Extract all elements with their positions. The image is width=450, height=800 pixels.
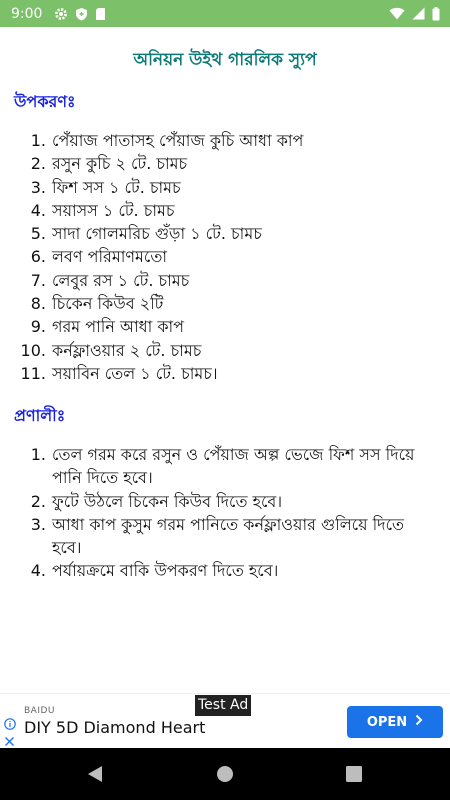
list-item [0,339,303,362]
sd-card-icon [95,7,106,21]
list-item [0,490,422,513]
recents-icon[interactable] [346,766,362,786]
list-item-number: 9. [30,317,46,337]
ad-title[interactable]: DIY 5D Diamond Heart [24,718,206,737]
list-item-text: গরম পানি আধা কাপ [52,317,185,337]
list-item [0,176,303,199]
list-item [0,292,303,315]
list-item-text: তেল গরম করে রসুন ও পেঁয়াজ অল্প ভেজে ফিশ সস দিয়ে পানি দিতে হবে। [52,445,415,488]
status-bar [0,0,450,27]
list-item [0,362,303,385]
ingredients-list [0,129,303,385]
signal-icon [412,7,425,20]
list-item-number: 7. [30,270,46,290]
battery-icon [432,7,440,21]
list-item [0,199,303,222]
list-item-number: 1. [30,445,46,464]
list-item-number: 3. [30,177,46,197]
wifi-icon [389,7,405,20]
gear-icon [54,7,68,21]
ad-label: Test Ad [194,694,252,717]
list-item-text: সয়াসস ১ টে. চামচ [52,200,175,220]
chevron-right-icon [415,714,423,730]
list-item-text: সাদা গোলমরিচ গুঁড়া ১ টে. চামচ [52,224,262,244]
list-item [0,443,422,490]
back-icon[interactable] [86,764,104,788]
shield-icon [75,7,88,21]
list-item-number: 1. [30,131,46,150]
list-item-text: পেঁয়াজ পাতাসহ পেঁয়াজ কুচি আধা কাপ [52,131,304,150]
list-item-text: ফুটে উঠলে চিকেন কিউব দিতে হবে। [52,491,283,511]
list-item-number: 8. [30,294,46,314]
status-time: 9:00 [11,5,43,22]
ad-banner[interactable] [0,693,450,749]
list-item-text: চিকেন কিউব ২টি [52,294,164,314]
ad-open-label: OPEN [366,714,408,730]
list-item-number: 11. [20,363,46,383]
list-item-text: লেবুর রস ১ টে. চামচ [52,270,190,290]
navigation-bar [0,748,450,800]
list-item-text: আধা কাপ কুসুম গরম পানিতে কর্নফ্লাওয়ার গুলিয়ে দিতে হবে। [52,514,405,558]
list-item-number: 3. [30,514,46,534]
list-item [0,269,303,292]
list-item-number: 2. [30,491,46,511]
list-item-text: লবণ পরিমাণমতো [52,247,167,267]
list-item [0,222,303,245]
ingredients-heading: উপকরণঃ [14,92,76,111]
list-item [0,559,422,582]
list-item-text: রসুন কুচি ২ টে. চামচ [52,154,188,174]
method-heading: প্রণালীঃ [14,406,66,425]
list-item-number: 6. [30,247,46,267]
list-item-number: 4. [30,200,46,220]
list-item-text: ফিশ সস ১ টে. চামচ [52,177,181,197]
list-item-number: 4. [30,561,46,581]
page-title: অনিয়ন উইথ গারলিক স্যুপ [133,50,317,70]
list-item-text: পর্যায়ক্রমে বাকি উপকরণ দিতে হবে। [52,561,279,581]
list-item-text: কর্নফ্লাওয়ার ২ টে. চামচ [52,340,202,360]
ad-open-button[interactable] [347,706,443,738]
list-item [0,315,303,338]
home-icon[interactable] [216,765,234,787]
list-item [0,152,303,175]
list-item-number: 5. [30,224,46,244]
list-item-number: 2. [30,154,46,174]
list-item-text: সয়াবিন তেল ১ টে. চামচ। [52,363,218,383]
ad-brand: BAIDU [24,706,56,716]
method-steps-list [0,443,422,583]
list-item [0,245,303,268]
list-item [0,513,422,560]
list-item-number: 10. [20,340,46,360]
list-item [0,129,303,152]
